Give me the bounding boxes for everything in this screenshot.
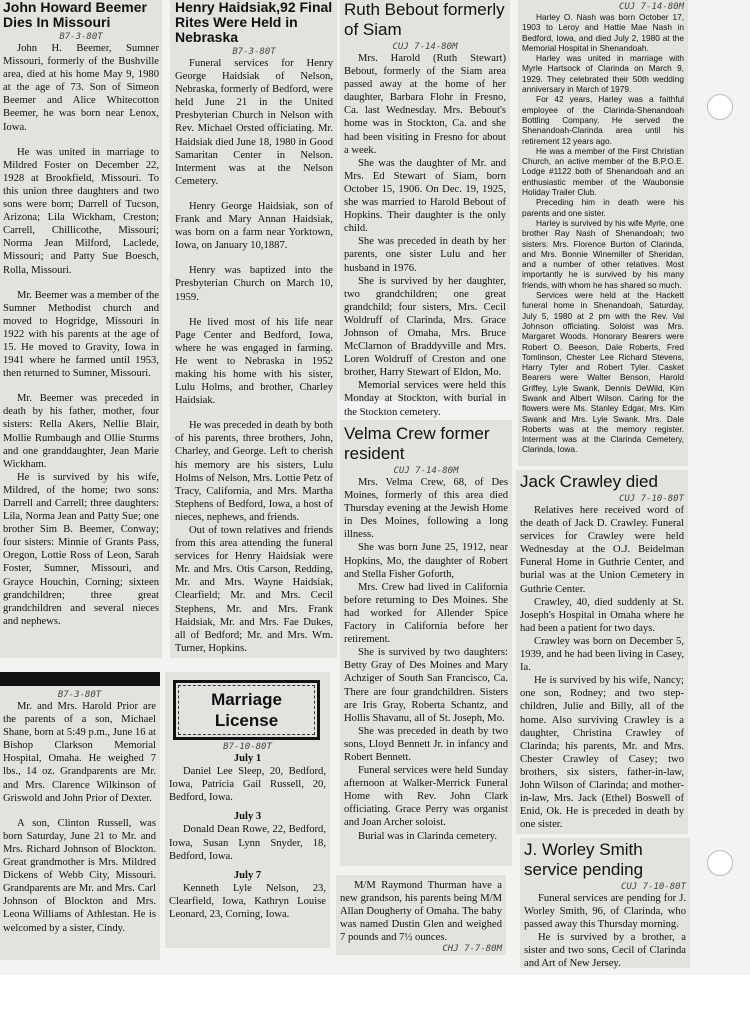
marriage-license-heading: Marriage License (173, 680, 320, 740)
bebout-paragraph: She was preceded in death by her parents, one sister Lulu and her husband in 1976. (344, 236, 506, 274)
thurman-paragraph: M/M Raymond Thurman have a new grandson, his parents being M/M Allan Dougherty of Omaha. The baby was named Dustin Glen and weighed 7 pounds and 7½ ounces. (340, 880, 502, 944)
prior-handwritten-note: B7-3-80T (57, 690, 102, 700)
haidsiak-obituary (170, 0, 337, 658)
smith-headline: J. Worley Smith service pending (524, 840, 644, 879)
bebout-handwritten-note: CUJ 7-14-80M (392, 42, 458, 52)
crawley-paragraph: Crawley was born on December 5, 1939, and he had been living in Casey, Ia. (520, 635, 684, 674)
prior-paragraph: A son, Clinton Russell, was born Saturday, June 21 to Mr. and Mrs. Richard Johnson of Blockton. Great grandmother is Mrs. Mildred Dickens of Webb City, Missouri. Grandparents are Mr. and Mrs. Carl Johnson of Blockton and Mrs. Leona Williams of Athlestan. He is welcomed by a sister, Cindy. (3, 817, 156, 934)
beemer-paragraph: Mr. Beemer was preceded in death by his father, mother, four sisters: Rella Akers, Nellie Blair, Mollie Rumbaugh and Ollie Sturms and one granddaughter, Jean Marie Wickham. (3, 393, 159, 470)
marriage-handwritten-note: B7-10-80T (223, 742, 272, 752)
marriage-license-notice (165, 672, 330, 948)
bebout-paragraph: Memorial services were held this Monday at Stockton, with burial in the Stockton cemetery. (344, 380, 506, 418)
haidsiak-paragraph: Out of town relatives and friends from this area attending the funeral services for Henry Haidsiak were Mr. and Mrs. Otis Carson, Redding, Mr. and Mrs. Wayne Haidsiak, Clearfield; Mr. and Mrs. Cecil Stephens, Mr. and Mrs. Frank Haidsiak, Mr. and Mrs. Fae Dukes, all of Bedford; Mr. and Mrs. Wm. Turner, Hopkins. (175, 525, 333, 654)
beemer-headline: John Howard Beemer Dies In Missouri (3, 0, 147, 30)
crew-paragraph: Burial was in Clarinda cemetery. (358, 830, 498, 842)
crew-obituary (340, 420, 512, 866)
nash-paragraph: Preceding him in death were his parents and one sister. (522, 197, 684, 218)
marriage-entry-text: Daniel Lee Sleep, 20, Bedford, Iowa, Patricia Gail Russell, 20, Bedford, Iowa. (169, 766, 326, 804)
nash-paragraph: Harley O. Nash was born October 17, 1903 to Leroy and Hattie Mae Nash in Bedford, Iowa, and died July 2, 1980 at the Memorial Hospital in Shenandoah. (522, 12, 684, 53)
decorative-banner (0, 672, 160, 686)
binder-hole (707, 850, 733, 876)
beemer-paragraph: He was united in marriage to Mildred Foster on December 22, 1928 at Brookfield, Missouri. To this union three daughters and two sons were born; Darrell of Tucson, Arizona; Lila Wickham, Creston; Carrell, Chillicothe, Missouri; Norma Jean Milford, Laclede, Missouri; and Patty Sue Boesch, Rolla, Missouri. (3, 146, 159, 276)
marriage-entry-text: Donald Dean Rowe, 22, Bedford, Iowa, Susan Lynn Snyder, 18, Bedford, Iowa. (169, 824, 326, 862)
crew-handwritten-note: CUJ 7-14-80M (393, 466, 459, 476)
beemer-paragraph: He is survived by his wife, Mildred, of the home; two sons: Darrell and Carrell; three daughters: Lila, Norma Jean and Patty Sue; one brother Sim B. Beemer, Conway; four sisters: Minnie of Grants Pass, Oregon, Lottie Ross of Leon, Sarah Foster, Sumner, Missouri, and Grayce Houchin, Corning; sixteen grandchildren; three great grandchildren and several nieces and nephews. (3, 471, 159, 627)
beemer-paragraph: Mr. Beemer was a member of the Sumner Methodist church and moved to Hogridge, Missouri in 1922 with his parents at the age of 15. He moved to Gravity, Iowa in 1941 where he farmed until 1953, then returned to Sumner, Missouri. (3, 289, 159, 380)
bebout-paragraph: Mrs. Harold (Ruth Stewart) Bebout, formerly of the Siam area passed away at the home of her daughter, Barbara Flohr in Fresno, Ca. last Wednesday. Mrs. Bebout's home was in Stockton, Ca. and she had been visiting in Fresno for about a week. (344, 53, 506, 156)
smith-handwritten-note: CUJ 7-10-80T (620, 882, 686, 892)
crawley-obituary (516, 470, 688, 834)
smith-obituary (520, 838, 690, 968)
marriage-entry-date: July 3 (233, 811, 262, 823)
nash-paragraph: He was a member of the First Christian Church, an active member of the B.P.O.E. Lodge #1122 both of Shenandoah and an enthusiastic member of the Waubonsie Holiday Trailer Club. (522, 145, 684, 198)
beemer-handwritten-note: B7-3-80T (59, 32, 103, 42)
nash-paragraph: For 42 years, Harley was a faithful employee of the Clarinda-Shenandoah Bottling Company. He served the Shenandoah-Clarinda area until his retirement 12 years ago. (522, 94, 684, 146)
haidsiak-handwritten-note: B7-3-80T (232, 47, 276, 57)
bebout-obituary (340, 0, 510, 418)
beemer-obituary (0, 0, 162, 658)
crew-paragraph: Funeral services were held Sunday afternoon at Walker-Merrick Funeral Home with Rev. John Clark officiating. Grace Perry was organist and Joan Archer soloist. (344, 765, 508, 829)
thurman-handwritten-note: CHJ 7-7-80M (442, 944, 502, 955)
thurman-birth-notice (336, 875, 506, 955)
bebout-paragraph: She is survived by her daughter, two grandchildren; one great grandchild; four sisters, Mrs. Cecil Woldruff of Clarinda, Mrs. Grace Johnson of Omaha, Mrs. Bruce McClarnon of Braddyville and Mrs. Loren Woldruff of Creston and one brother, Harry Stewart of Eldon, Mo. (344, 275, 506, 379)
marriage-entry-date: July 7 (233, 869, 262, 881)
haidsiak-paragraph: Henry George Haidsiak, son of Frank and Mary Annan Haidsiak, was born on a farm near Yorktown, Iowa, on January 10,1887. (175, 200, 333, 252)
haidsiak-paragraph: Funeral services for Henry George Haidsiak of Nelson, Nebraska, formerly of Bedford, were held June 21 in the United Presbyterian Church in Nelson with Rev. Michael Orsted officiating. Mr. Haidsiak died June 18, 1980 in Good Samaritan Center in Nelson. Interment was at the Nelson Cemetery. (175, 58, 333, 187)
crawley-handwritten-note: CUJ 7-10-80T (618, 494, 684, 504)
haidsiak-paragraph: Henry was baptized into the Presbyterian Church on March 10, 1959. (175, 265, 333, 303)
nash-paragraph: Harley was united in marriage with Myrle Hartsock of Clarinda on March 9, 1929. They celebrated their 50th wedding anniversary in March of 1979. (522, 53, 684, 95)
nash-paragraph: Services were held at the Hackett funeral home in Shenandoah, Saturday, July 5, 1980 at 2 pm with the Rev. Val Johnson officiating. Soloist was Mrs. Margaret Woods. Honorary Bearers were Robert O. Beeson, Dale Roberts, Fred Tomlinson, Chester Lee Richard Stevens, Harry Tyler and Robert Tyler. Casket Bearers were Walter Benson, Harold Griffey, Lyle Swank, Dennis DeWild, Kim Swank and Albert Wilson. Caring for the flowers were Ms. Stanley Edgar, Mrs. Kim Swank and Mrs. Lyle Swank. Mrs. Dale Roberts was at the memory register. Interment was at the Clarinda Cemetery, Clarinda, Iowa. (522, 290, 684, 455)
haidsiak-paragraph: He lived most of his life near Page Center and Bedford, Iowa, where he was engaged in farming. He went to Nebraska in 1952 making his home with his sister, Lulu Holms, and brother, Charley Haidsiak. (175, 316, 333, 407)
crew-headline: Velma Crew former resident (344, 424, 490, 463)
crawley-paragraph: Crawley, 40, died suddenly at St. Joseph's Hospital in Omaha where he had been a patient for two days. (520, 596, 684, 634)
crawley-paragraph: Relatives here received word of the death of Jack D. Crawley. Funeral services for Crawley were held Wednesday at the O.J. Beidelman Funeral Home in Guthrie Center, and burial was at the Union Cemetery in Guthrie Center. (520, 505, 684, 595)
prior-paragraph: Mr. and Mrs. Harold Prior are the parents of a son, Michael Shane, born at 5:49 p.m., June 16 at Bishop Clarkson Memorial Hospital, Omaha. He weighed 7 lbs., 14 oz. Grandparents are Mr. and Mrs. Clarence Wilkinson of Griswold and John Prior of Dexter. (3, 701, 156, 804)
bebout-paragraph: She was the daughter of Mr. and Mrs. Ed Stewart of Siam, born October 15, 1906. On Dec. 19, 1925, she was married to Harold Bebout of Hopkins. Their daughter is the only child. (344, 157, 506, 235)
crew-paragraph: She was preceded in death by two sons, Lloyd Bennett Jr. in infancy and Robert Bennett. (344, 725, 508, 763)
bebout-headline: Ruth Bebout formerly of Siam (344, 0, 505, 39)
crawley-headline: Jack Crawley died (520, 472, 658, 491)
marriage-entry-date: July 1 (233, 753, 262, 764)
crew-paragraph: She was born June 25, 1912, near Hopkins, Mo, the daughter of Robert and Stella Fisher Goforth, (344, 542, 508, 580)
crew-paragraph: Mrs. Velma Crew, 68, of Des Moines, formerly of this area died Thursday evening at the Jewish Home in Des Moines, following a long illness. (344, 477, 508, 541)
prior-birth-notice (0, 672, 160, 960)
nash-obituary (518, 0, 688, 466)
smith-paragraph: He is survived by a brother, a sister and two sons, Cecil of Clarinda and Art of New Jersey. (524, 932, 686, 970)
crew-paragraph: Mrs. Crew had lived in California before returning to Des Moines. She had worked for Allender Spice Factory in California before her retirement. (344, 581, 508, 646)
crew-paragraph: She is survived by two daughters: Betty Gray of Des Moines and Mary Achziger of South San Francisco, Ca. There are four grandchildren. Sisters are Iris Gray, Roberta Schantz, and Hollis Shavanu, all of St. Joseph, Mo. (344, 647, 508, 724)
nash-paragraph: Harley is survived by his wife Myrle, one brother Ray Nash of Shenandoah; two sisters: Mrs. Florence Burton of Clarinda, and Mrs. Bonnie Winemiller of Sheridan, and a number of other relatives. Most importantly he is survived by his many friends, with whom he has shared so much. (522, 217, 684, 290)
marriage-entry-text: Kenneth Lyle Nelson, 23, Clearfield, Iowa, Kathryn Louise Leonard, 23, Corning, Iowa. (169, 882, 326, 921)
haidsiak-paragraph: He was preceded in death by both of his parents, three brothers, John, Charley, and George. Left to cherish his memory are his sisters, Lulu Holms of Nelson, Mrs. Lottie Petz of Tracy, California, and Mrs. Martha Stephens of Bedford, Iowa, a host of nieces, nephews, and friends. (175, 420, 333, 523)
haidsiak-headline: Henry Haidsiak,92 Final Rites Were Held in Nebraska (175, 0, 333, 45)
smith-paragraph: Funeral services are pending for J. Worley Smith, 96, of Clarinda, who passed away this Thursday morning. (524, 893, 686, 931)
crawley-paragraph: He is survived by his wife, Nancy; one son, Rodney; and two step-children, Julie and Billy, all of the home. Also surviving Crawley is a daughter, Christina Crawley of Clarinda; his parents, Mr. and Mrs. Chester Crawley of Casey; two brothers, six sisters, father-in-law, John Wilson of Clarinda; and mother-in-law, Mrs. Jack (Ethel) Boswell of Enid, Ok. He is preceded in death by one sister. (520, 675, 684, 831)
nash-handwritten-note: CUJ 7-14-80M (618, 2, 684, 12)
binder-hole (707, 94, 733, 120)
beemer-paragraph: John H. Beemer, Sumner Missouri, formerly of the Bushville area, died at his home May 9, 1980 at the age of 73. Son of Simeon Beemer and Alice Whitecotton Beemer, he was born near Lenox, Iowa. (3, 43, 159, 133)
